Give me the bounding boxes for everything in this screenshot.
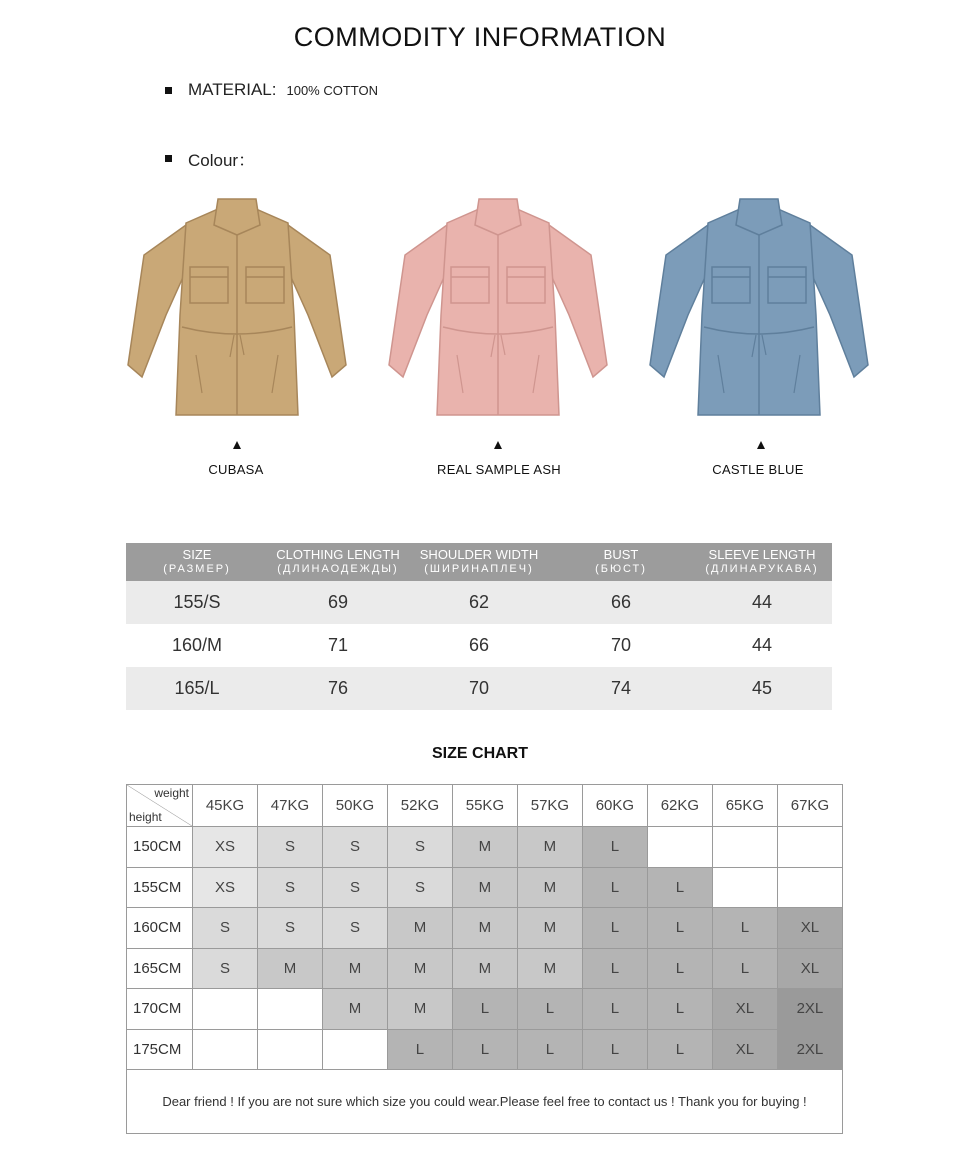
size-cell: M xyxy=(517,867,582,908)
size-chart-row xyxy=(127,989,843,1030)
size-cell: M xyxy=(452,827,517,868)
height-header: 165CM xyxy=(127,948,193,989)
cell: 165/L xyxy=(174,678,220,698)
triangle-icon xyxy=(233,441,241,449)
cell: 45 xyxy=(751,678,773,698)
colour-row xyxy=(165,146,255,171)
size-cell xyxy=(257,1029,322,1070)
weight-header: 52KG xyxy=(387,785,452,827)
size-cell: XS xyxy=(193,867,258,908)
size-cell: XL xyxy=(712,989,777,1030)
size-cell xyxy=(777,867,842,908)
cell: 76 xyxy=(327,678,349,698)
header-sleeve-length: SLEEVE LENGTH (ДЛИНАРУКАВА) xyxy=(705,547,819,575)
triangle-icon xyxy=(757,441,765,449)
colour-name-blue: CASTLE BLUE xyxy=(712,462,804,477)
size-cell: L xyxy=(582,989,647,1030)
cell: 70 xyxy=(468,678,490,698)
corner-cell xyxy=(127,785,193,827)
size-cell: S xyxy=(322,827,387,868)
weight-header: 62KG xyxy=(647,785,712,827)
height-header: 170CM xyxy=(127,989,193,1030)
measurement-header xyxy=(126,543,832,581)
weight-header: 67KG xyxy=(777,785,842,827)
weight-header: 60KG xyxy=(582,785,647,827)
size-cell: M xyxy=(452,867,517,908)
size-cell: L xyxy=(582,827,647,868)
material-value: 100% COTTON xyxy=(286,82,378,98)
size-cell: M xyxy=(322,948,387,989)
contact-note: Dear friend ! If you are not sure which size you could wear.Please feel free to contact us ! Thank you for buying ! xyxy=(127,1070,843,1134)
size-cell: S xyxy=(387,867,452,908)
size-cell: 2XL xyxy=(777,989,842,1030)
size-cell: M xyxy=(257,948,322,989)
cell: 66 xyxy=(610,592,632,612)
page-title: COMMODITY INFORMATION xyxy=(293,22,667,52)
material-row xyxy=(165,80,378,100)
size-cell xyxy=(777,827,842,868)
bullet-square xyxy=(165,87,172,94)
size-cell: M xyxy=(452,908,517,949)
triangle-icon xyxy=(494,441,502,449)
weight-header: 47KG xyxy=(257,785,322,827)
jacket-image-ash xyxy=(387,195,609,420)
size-cell: L xyxy=(517,989,582,1030)
size-cell: M xyxy=(517,948,582,989)
cell: 155/S xyxy=(173,592,221,612)
corner-weight-label: weight xyxy=(154,786,189,800)
size-chart-title: SIZE CHART xyxy=(432,745,528,762)
size-cell: S xyxy=(193,908,258,949)
size-cell: M xyxy=(452,948,517,989)
measurement-table xyxy=(126,543,832,710)
size-cell xyxy=(712,827,777,868)
cell: 62 xyxy=(468,592,490,612)
measurement-row xyxy=(126,667,832,710)
height-header: 175CM xyxy=(127,1029,193,1070)
size-chart-row xyxy=(127,948,843,989)
cell: 66 xyxy=(468,635,490,655)
size-cell: L xyxy=(582,908,647,949)
size-cell: XL xyxy=(777,948,842,989)
header-shoulder-width: SHOULDER WIDTH (ШИРИНАПЛЕЧ) xyxy=(419,547,539,575)
size-cell: S xyxy=(387,827,452,868)
material-label: MATERIAL: xyxy=(188,80,277,99)
jacket-image-cubasa xyxy=(126,195,348,420)
size-chart-row xyxy=(127,827,843,868)
height-header: 150CM xyxy=(127,827,193,868)
weight-header: 55KG xyxy=(452,785,517,827)
size-chart-row xyxy=(127,1029,843,1070)
size-cell: L xyxy=(712,908,777,949)
size-cell: L xyxy=(452,989,517,1030)
size-cell: S xyxy=(257,908,322,949)
size-cell: L xyxy=(387,1029,452,1070)
size-cell: L xyxy=(517,1029,582,1070)
size-cell: S xyxy=(257,867,322,908)
size-cell xyxy=(647,827,712,868)
cell: 44 xyxy=(751,635,773,655)
size-cell: L xyxy=(582,948,647,989)
weight-header: 57KG xyxy=(517,785,582,827)
header-bust: BUST (БЮСТ) xyxy=(595,547,647,575)
height-header: 155CM xyxy=(127,867,193,908)
size-cell: L xyxy=(647,1029,712,1070)
size-cell: M xyxy=(387,908,452,949)
bullet-square xyxy=(165,155,172,162)
size-cell: L xyxy=(647,867,712,908)
jacket-image-blue xyxy=(648,195,870,420)
weight-header: 45KG xyxy=(193,785,258,827)
size-cell: XL xyxy=(777,908,842,949)
colour-label: Colour： xyxy=(188,151,256,170)
size-cell: L xyxy=(712,948,777,989)
size-cell: XS xyxy=(193,827,258,868)
size-cell: S xyxy=(193,948,258,989)
size-cell: M xyxy=(387,989,452,1030)
size-cell xyxy=(193,1029,258,1070)
size-cell: M xyxy=(517,908,582,949)
size-cell xyxy=(193,989,258,1030)
size-cell: L xyxy=(647,989,712,1030)
colour-name-ash: REAL SAMPLE ASH xyxy=(437,462,561,477)
size-cell: M xyxy=(387,948,452,989)
size-cell: XL xyxy=(712,1029,777,1070)
size-chart-row xyxy=(127,908,843,949)
corner-height-label: height xyxy=(129,810,162,824)
cell: 160/M xyxy=(171,635,223,655)
size-cell: L xyxy=(582,1029,647,1070)
size-cell: S xyxy=(322,908,387,949)
cell: 70 xyxy=(610,635,632,655)
size-chart-row xyxy=(127,867,843,908)
colour-name-cubasa: CUBASA xyxy=(208,462,264,477)
size-cell: M xyxy=(517,827,582,868)
size-cell: S xyxy=(322,867,387,908)
size-cell xyxy=(257,989,322,1030)
weight-header: 65KG xyxy=(712,785,777,827)
header-size: SIZE (РАЗМЕР) xyxy=(163,547,231,575)
size-cell: L xyxy=(647,908,712,949)
weight-header: 50KG xyxy=(322,785,387,827)
cell: 74 xyxy=(610,678,632,698)
measurement-row xyxy=(126,581,832,624)
size-cell: 2XL xyxy=(777,1029,842,1070)
cell: 69 xyxy=(327,592,349,612)
header-clothing-length: CLOTHING LENGTH (ДЛИНАОДЕЖДЫ) xyxy=(276,547,400,575)
height-header: 160CM xyxy=(127,908,193,949)
size-cell: L xyxy=(647,948,712,989)
size-cell: M xyxy=(322,989,387,1030)
size-chart-header-row xyxy=(127,785,843,827)
size-cell: L xyxy=(452,1029,517,1070)
size-cell: L xyxy=(582,867,647,908)
cell: 44 xyxy=(751,592,773,612)
size-cell xyxy=(712,867,777,908)
note-row xyxy=(127,1070,843,1134)
measurement-row xyxy=(126,624,832,667)
cell: 71 xyxy=(327,635,349,655)
size-cell: S xyxy=(257,827,322,868)
size-chart-table xyxy=(126,784,843,1134)
size-cell xyxy=(322,1029,387,1070)
